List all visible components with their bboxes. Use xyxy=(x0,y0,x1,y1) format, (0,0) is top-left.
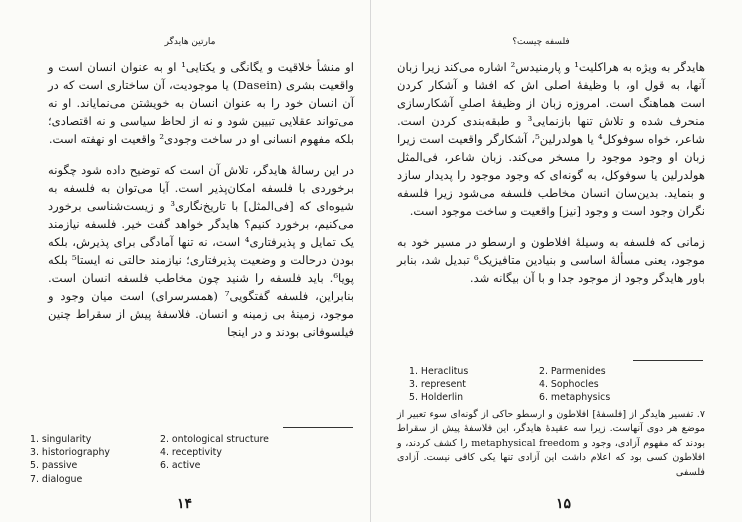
paragraph: زمانی که فلسفه به وسیلهٔ افلاطون و ارسطو در مسیر خود به موجود، یعنی مسألهٔ اساسی و بنیادین متافیزیک⁶ تبدیل شد، بنابر باور هایدگر وجود از موجود جدا و با آن بیگانه شد. xyxy=(397,235,705,285)
running-head: مارتین هایدگر xyxy=(164,37,216,47)
glossary-entry: 1. Heraclitus xyxy=(409,366,469,377)
glossary-entry: 3. represent xyxy=(409,379,466,391)
glossary-entry: 6. active xyxy=(160,460,201,472)
glossary-entry: 7. dialogue xyxy=(30,473,83,485)
right-page xyxy=(371,0,742,522)
glossary-entry xyxy=(160,473,300,486)
glossary-entry: 2. ontological structure xyxy=(160,434,269,445)
glossary-entry: 4. Sophocles xyxy=(539,379,599,391)
footnote-glossary xyxy=(30,433,300,486)
footnote-text: ۷. تفسیر هایدگر از [فلسفهٔ] افلاطون و ارسطو حاکی از گونه‌ای سوء تعبیر از موضع هر دوی آنهاست. زیرا سه عقیدهٔ هایدگر، این فلاسفهٔ پیش از سقراط بودند که مفهوم آزادی، وجود و metaphysical freedom را کشف کردند، و افلاطون کسی بود که اعلام داشت این آزادی تنها یکی کافی نیست. آزادی فلسفی xyxy=(397,409,705,478)
glossary-entry: 5. Holderlin xyxy=(409,392,464,404)
glossary-entry: 3. historiography xyxy=(30,447,110,459)
glossary-entry: 5. passive xyxy=(30,460,78,472)
glossary-entry: 2. Parmenides xyxy=(539,366,606,377)
glossary-entry: 4. receptivity xyxy=(160,447,222,459)
page-number: ۱۵ xyxy=(556,496,572,512)
paragraph: در این رسالهٔ هایدگر، تلاش آن است که توضیح داده شود چگونه برخوردی با فلسفه امکان‌پذیر است. آیا می‌توان به فلسفه به شیوه‌ای که [فی‌المثل] با تاریخ‌نگاری³ و زیست‌شناسی برخورد می‌کنیم، برخورد کنیم؟ هایدگر خواهد گفت خیر. فلسفه نیازمند یک تمایل و پذیرفتاری⁴ است، نه تنها آمادگی برای پذیرش، بلکه بودن درحالت و وضعیت پذیرفتاری؛ نیازمند حالتی نه ایستا⁵ بلکه پویا⁶. باید فلسفه را شنید چون مخاطب فلسفه انسان است. بنابراین، فلسفه گفتگویی⁷ (همسرسرای) است میان وجود و موجود، زمینهٔ بی زمینه و انسان. فلاسفهٔ پیش از سقراط چنین فیلسوفانی بودند و در اینجا xyxy=(48,163,354,339)
body-text xyxy=(48,58,354,341)
footnote-divider xyxy=(633,360,703,361)
paragraph: هایدگر به ویژه به هراکلیت¹ و پارمنیدس² اشاره می‌کند زیرا زبان آنها، به قول او، با وظیفهٔ اصلی اش که افشا و آشکار کردن است هماهنگ است. امروزه زبان از وظیفهٔ اصلیِ آشکارسازی منحرف شده و تلاش تنها بازنمایی³ و طبقه‌بندی کردن است. شاعر، خواه سوفوکل⁴ یا هولدرلین⁵، آشکارگر واقعیت است زیرا زبان او وجود موجود را مسخر می‌کند. زبان شاعر، فی‌المثل هولدرلین یا سوفوکل، به گونه‌ای که وجود موجود را پدیدار سازد و بنماید. بدین‌سان انسان مخاطب فلسفه می‌شود زیرا فلسفه نگران وجود است و وجود [نیز] واقعیت و ساخت موجود است. xyxy=(397,60,705,218)
glossary-entry: 6. metaphysics xyxy=(539,392,611,404)
glossary-entry: 1. singularity xyxy=(30,434,92,445)
footnote-glossary xyxy=(409,365,679,405)
paragraph: او منشأ خلاقیت و یگانگی و یکتایی¹ او به عنوان انسان است و واقعیت بشری (Dasein) یا موجودیت، آن ساختاری است که در آن انسان خود را به عنوان انسان به خویشتن می‌نمایاند. او نه می‌تواند عقلایی تبیین شود و نه از لحاظ سیاسی و نه اقتصادی؛ بلکه مفهوم انسانی او در ساخت وجودی² واقعیت او نهفته است. xyxy=(48,60,354,146)
footnote-divider xyxy=(283,427,353,428)
running-head: فلسفه چیست؟ xyxy=(512,37,570,47)
body-text xyxy=(397,58,705,287)
page-number: ۱۴ xyxy=(177,496,193,512)
